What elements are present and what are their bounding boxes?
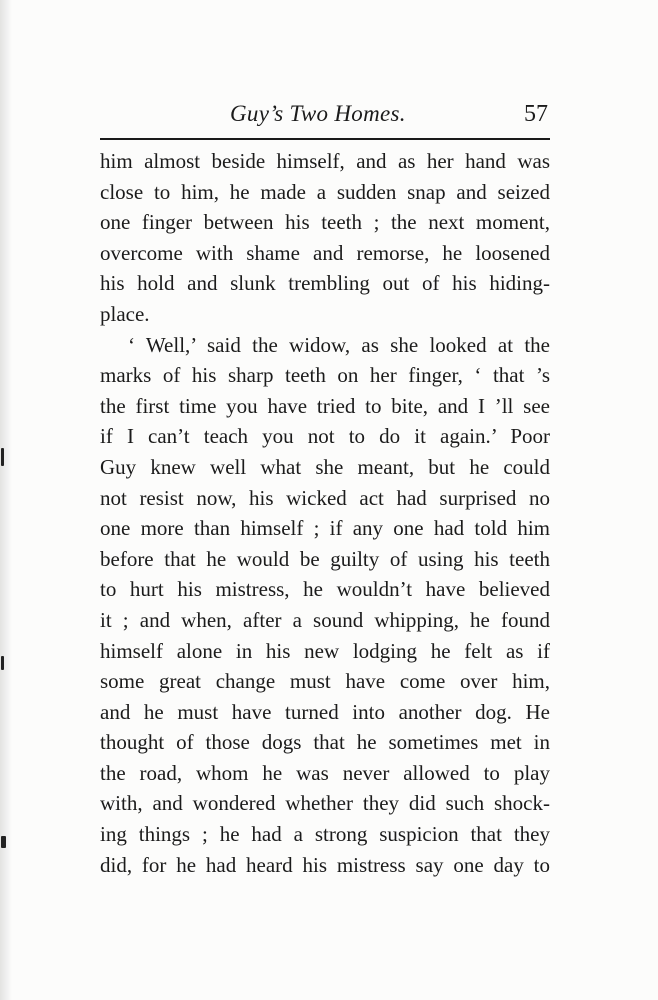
text-line: with, and wondered whether they did such shock- [100, 791, 550, 816]
text-line: him almost beside himself, and as her hand was [100, 149, 550, 173]
text-line: to hurt his mistress, he wouldn’t have believed [100, 577, 550, 602]
text-line: if I can’t teach you not to do it again.’ Poor [100, 424, 550, 449]
text-line: and he must have turned into another dog. He [100, 699, 550, 724]
page-edge-shadow [0, 0, 12, 1000]
text-line: not resist now, his wicked act had surprised no [100, 485, 550, 510]
text-line: the first time you have tried to bite, and I ’ll see [100, 393, 550, 418]
text-line: marks of his sharp teeth on her finger, ‘ that ’s [100, 363, 550, 388]
body-text [100, 146, 550, 880]
text-line: before that he would be guilty of using his teeth [100, 546, 550, 571]
text-line: one finger between his teeth ; the next moment, [100, 210, 550, 235]
edge-mark [1, 448, 4, 466]
running-title: Guy’s Two Homes. [230, 101, 406, 126]
text-line: his hold and slunk trembling out of his hiding- [100, 271, 550, 296]
text-line: the road, whom he was never allowed to play [100, 760, 550, 785]
text-line: place. [100, 301, 150, 326]
header-rule [100, 138, 550, 140]
running-header [100, 97, 550, 133]
text-line: ing things ; he had a strong suspicion that they [100, 822, 550, 847]
text-line: Guy knew well what she meant, but he could [100, 454, 550, 479]
text-line: it ; and when, after a sound whipping, he found [100, 607, 550, 632]
text-line: close to him, he made a sudden snap and seized [100, 179, 550, 204]
text-line: overcome with shame and remorse, he loosened [100, 240, 550, 265]
edge-mark [1, 836, 6, 848]
text-line: thought of those dogs that he sometimes met in [100, 730, 550, 755]
page-number: 57 [524, 101, 548, 127]
text-line: ‘ Well,’ said the widow, as she looked at the [128, 332, 550, 357]
text-line: one more than himself ; if any one had told him [100, 516, 550, 541]
text-line: some great change must have come over him, [100, 669, 550, 694]
edge-mark [1, 656, 4, 670]
text-line: did, for he had heard his mistress say one day to [100, 852, 550, 877]
text-line: himself alone in his new lodging he felt as if [100, 638, 550, 663]
